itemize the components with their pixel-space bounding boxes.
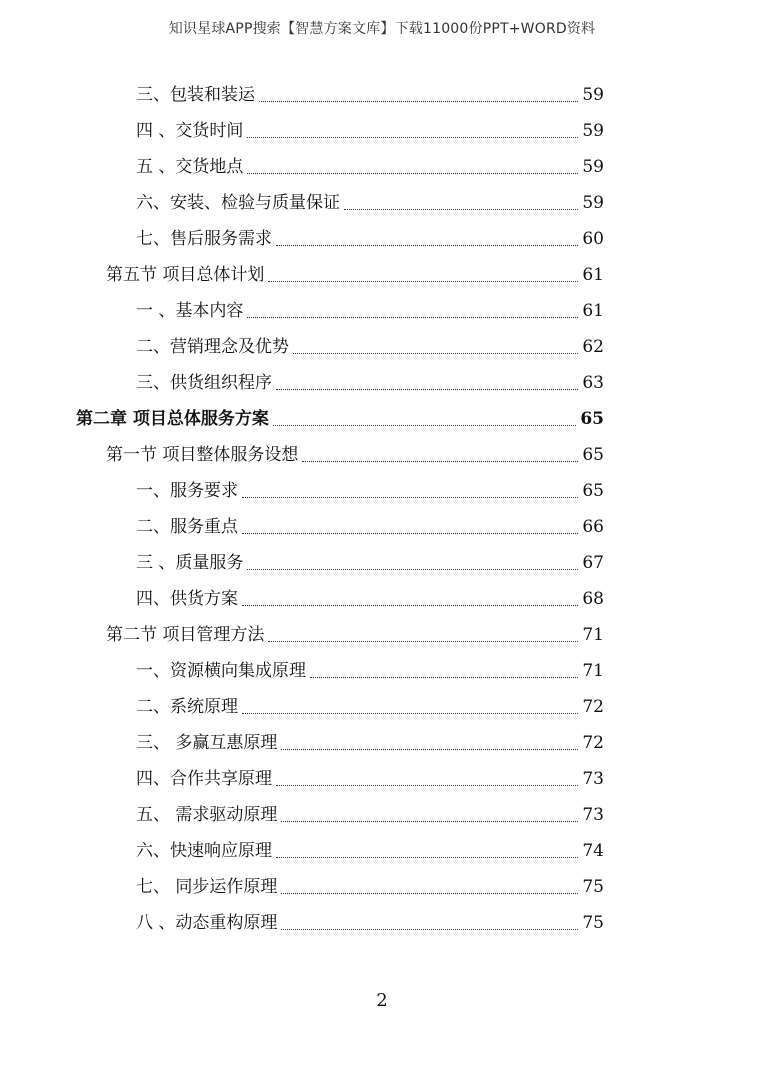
toc-dot-leader: [268, 641, 578, 642]
toc-entry[interactable]: [136, 728, 604, 758]
toc-entry-page: 72: [582, 733, 604, 753]
toc-entry-label: 三 、质量服务: [136, 553, 244, 573]
toc-entry-label: 第二章 项目总体服务方案: [76, 409, 269, 429]
page-number: 2: [376, 990, 388, 1011]
toc-dot-leader: [276, 245, 578, 246]
toc-entry[interactable]: [136, 908, 604, 938]
toc-entry-page: 71: [582, 625, 604, 645]
toc-dot-leader: [247, 173, 578, 174]
toc-entry-page: 62: [582, 337, 604, 357]
toc-entry-label: 五、 需求驱动原理: [136, 805, 278, 825]
toc-entry[interactable]: [136, 512, 604, 542]
toc-entry-label: 三、包装和装运: [136, 85, 255, 105]
toc-entry-page: 73: [582, 805, 604, 825]
toc-dot-leader: [276, 389, 578, 390]
toc-dot-leader: [259, 101, 578, 102]
toc-entry-page: 74: [582, 841, 604, 861]
toc-entry-page: 73: [582, 769, 604, 789]
toc-entry[interactable]: [136, 224, 604, 254]
toc-dot-leader: [276, 785, 578, 786]
toc-entry[interactable]: [136, 836, 604, 866]
toc-entry-label: 一、资源横向集成原理: [136, 661, 306, 681]
toc-entry-label: 第五节 项目总体计划: [106, 265, 265, 285]
toc-entry-page: 60: [582, 229, 604, 249]
toc-dot-leader: [281, 749, 578, 750]
toc-entry[interactable]: [106, 620, 604, 650]
toc-entry-page: 71: [582, 661, 604, 681]
toc-dot-leader: [344, 209, 578, 210]
toc-entry[interactable]: [136, 332, 604, 362]
toc-entry-page: 66: [582, 517, 604, 537]
toc-dot-leader: [281, 929, 578, 930]
toc-entry-page: 65: [582, 445, 604, 465]
toc-entry-page: 63: [582, 373, 604, 393]
toc-entry-page: 75: [582, 877, 604, 897]
toc-entry-page: 61: [582, 301, 604, 321]
toc-entry-label: 四、合作共享原理: [136, 769, 272, 789]
toc-entry[interactable]: [136, 548, 604, 578]
toc-entry[interactable]: [136, 656, 604, 686]
toc-entry[interactable]: [136, 584, 604, 614]
toc-dot-leader: [281, 893, 578, 894]
toc-dot-leader: [242, 497, 578, 498]
toc-entry-label: 三、 多赢互惠原理: [136, 733, 278, 753]
toc-entry-page: 59: [582, 193, 604, 213]
toc-entry-page: 61: [582, 265, 604, 285]
toc-dot-leader: [242, 713, 578, 714]
toc-entry[interactable]: [136, 872, 604, 902]
toc-entry-label: 六、快速响应原理: [136, 841, 272, 861]
toc-dot-leader: [293, 353, 578, 354]
toc-entry-label: 二、营销理念及优势: [136, 337, 289, 357]
toc-entry[interactable]: [136, 116, 604, 146]
toc-entry[interactable]: [136, 296, 604, 326]
toc-entry[interactable]: [136, 188, 604, 218]
toc-entry-label: 四 、交货时间: [136, 121, 244, 141]
toc-entry[interactable]: [136, 80, 604, 110]
toc-dot-leader: [273, 425, 576, 426]
toc-entry[interactable]: [76, 404, 604, 434]
toc-dot-leader: [276, 857, 578, 858]
toc-entry-label: 一 、基本内容: [136, 301, 244, 321]
toc-entry-label: 六、安装、检验与质量保证: [136, 193, 340, 213]
toc-entry-label: 五 、交货地点: [136, 157, 244, 177]
toc-entry[interactable]: [136, 152, 604, 182]
toc-entry-label: 第二节 项目管理方法: [106, 625, 265, 645]
toc-entry-page: 59: [582, 121, 604, 141]
toc-entry-page: 68: [582, 589, 604, 609]
toc-dot-leader: [268, 281, 578, 282]
toc-entry-label: 七、售后服务需求: [136, 229, 272, 249]
toc-entry-page: 59: [582, 85, 604, 105]
toc-entry-label: 第一节 项目整体服务设想: [106, 445, 299, 465]
toc-entry-page: 59: [582, 157, 604, 177]
toc-entry-label: 一、服务要求: [136, 481, 238, 501]
page-header: 知识星球APP搜索【智慧方案文库】下载11000份PPT+WORD资料: [168, 21, 596, 37]
toc-entry-label: 二、服务重点: [136, 517, 238, 537]
toc-entry[interactable]: [136, 800, 604, 830]
toc-entry[interactable]: [106, 260, 604, 290]
toc-entry[interactable]: [136, 692, 604, 722]
toc-entry[interactable]: [106, 440, 604, 470]
toc-entry-page: 75: [582, 913, 604, 933]
toc-entry-label: 四、供货方案: [136, 589, 238, 609]
toc-dot-leader: [242, 533, 578, 534]
toc-dot-leader: [247, 137, 578, 138]
toc-dot-leader: [247, 569, 578, 570]
toc-entry-label: 七、 同步运作原理: [136, 877, 278, 897]
toc-entry-label: 三、供货组织程序: [136, 373, 272, 393]
toc-dot-leader: [302, 461, 578, 462]
toc-dot-leader: [310, 677, 578, 678]
toc-dot-leader: [281, 821, 578, 822]
toc-entry-page: 65: [582, 481, 604, 501]
toc-entry-label: 二、系统原理: [136, 697, 238, 717]
toc-entry-page: 72: [582, 697, 604, 717]
toc-entry-label: 八 、动态重构原理: [136, 913, 278, 933]
toc-entry[interactable]: [136, 764, 604, 794]
toc-entry-page: 65: [580, 409, 604, 429]
toc-dot-leader: [247, 317, 578, 318]
toc-entry[interactable]: [136, 476, 604, 506]
toc-entry-page: 67: [582, 553, 604, 573]
toc-dot-leader: [242, 605, 578, 606]
toc-entry[interactable]: [136, 368, 604, 398]
